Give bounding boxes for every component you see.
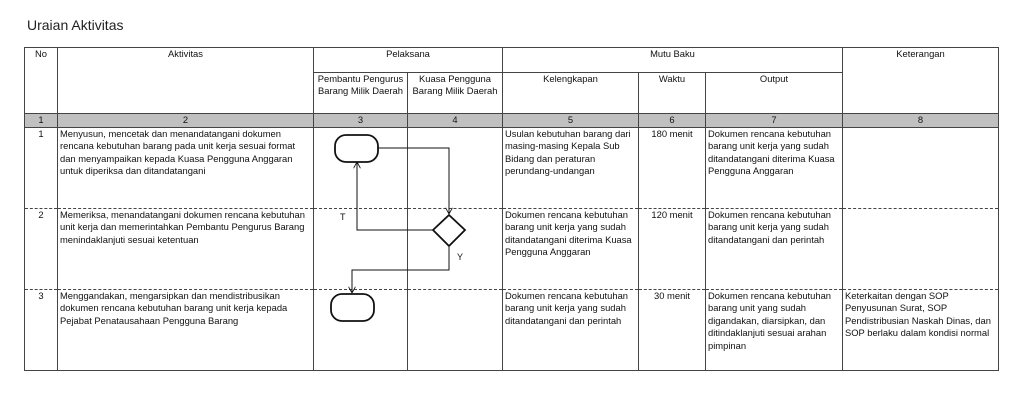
header-output: Output xyxy=(706,73,843,114)
row-kelengkapan: Dokumen rencana kebutuhan barang unit kerja yang sudah ditandatangani dan perintah xyxy=(503,289,639,370)
row-output: Dokumen rencana kebutuhan barang unit yang sudah digandakan, diarsipkan, dan ditindaklanjuti sesuai arahan pimpinan xyxy=(706,289,843,370)
lane-pembantu xyxy=(314,127,408,208)
lane-kuasa xyxy=(408,127,503,208)
row-keterangan xyxy=(843,127,999,208)
row-no: 2 xyxy=(25,208,58,289)
row-waktu: 120 menit xyxy=(639,208,706,289)
row-no: 3 xyxy=(25,289,58,370)
row-waktu: 180 menit xyxy=(639,127,706,208)
header-pelaksana: Pelaksana xyxy=(314,48,503,73)
header-aktivitas: Aktivitas xyxy=(58,48,314,114)
row-aktivitas: Menggandakan, mengarsipkan dan mendistribusikan dokumen rencana kebutuhan barang unit kerja kepada Pejabat Penatausahaan Pengguna Barang xyxy=(58,289,314,370)
table-row xyxy=(25,127,999,208)
row-output: Dokumen rencana kebutuhan barang unit kerja yang sudah ditandatangani diterima Kuasa Pengguna Anggaran xyxy=(706,127,843,208)
column-number: 4 xyxy=(408,114,503,128)
sop-table xyxy=(24,47,999,371)
row-keterangan: Keterkaitan dengan SOP Penyusunan Surat, SOP Pendistribusian Naskah Dinas, dan SOP berlaku dalam kondisi normal xyxy=(843,289,999,370)
column-number: 6 xyxy=(639,114,706,128)
decision-yes-label: Y xyxy=(457,252,464,262)
header-kelengkapan: Kelengkapan xyxy=(503,73,639,114)
header-waktu: Waktu xyxy=(639,73,706,114)
column-number: 3 xyxy=(314,114,408,128)
table-row xyxy=(25,208,999,289)
row-kelengkapan: Dokumen rencana kebutuhan barang unit kerja yang sudah ditandatangani diterima Kuasa Pengguna Anggaran xyxy=(503,208,639,289)
row-keterangan xyxy=(843,208,999,289)
lane-pembantu xyxy=(314,289,408,370)
header-pelaksana-kuasa: Kuasa Pengguna Barang Milik Daerah xyxy=(408,73,503,114)
column-number: 8 xyxy=(843,114,999,128)
header-mutu-baku: Mutu Baku xyxy=(503,48,843,73)
page-title: Uraian Aktivitas xyxy=(27,17,124,33)
row-no: 1 xyxy=(25,127,58,208)
row-aktivitas: Menyusun, mencetak dan menandatangani dokumen rencana kebutuhan barang pada unit kerja sesuai format dan menyampaikan kepada Kuasa Pengguna Anggaran untuk diperiksa dan ditandatangani xyxy=(58,127,314,208)
header-pelaksana-pembantu: Pembantu Pengurus Barang Milik Daerah xyxy=(314,73,408,114)
column-number: 2 xyxy=(58,114,314,128)
row-output: Dokumen rencana kebutuhan barang unit kerja yang sudah ditandatangani dan perintah xyxy=(706,208,843,289)
lane-kuasa xyxy=(408,208,503,289)
column-number: 7 xyxy=(706,114,843,128)
lane-pembantu xyxy=(314,208,408,289)
row-waktu: 30 menit xyxy=(639,289,706,370)
column-number: 1 xyxy=(25,114,58,128)
lane-kuasa xyxy=(408,289,503,370)
decision-no-label: T xyxy=(340,212,346,222)
row-kelengkapan: Usulan kebutuhan barang dari masing-masing Kepala Sub Bidang dan peraturan perundang-undangan xyxy=(503,127,639,208)
header-no: No xyxy=(25,48,58,114)
row-aktivitas: Memeriksa, menandatangani dokumen rencana kebutuhan unit kerja dan memerintahkan Pembantu Pengurus Barang menindaklanjuti sesuai ketentuan xyxy=(58,208,314,289)
column-number: 5 xyxy=(503,114,639,128)
header-keterangan: Keterangan xyxy=(843,48,999,114)
table-row xyxy=(25,289,999,370)
